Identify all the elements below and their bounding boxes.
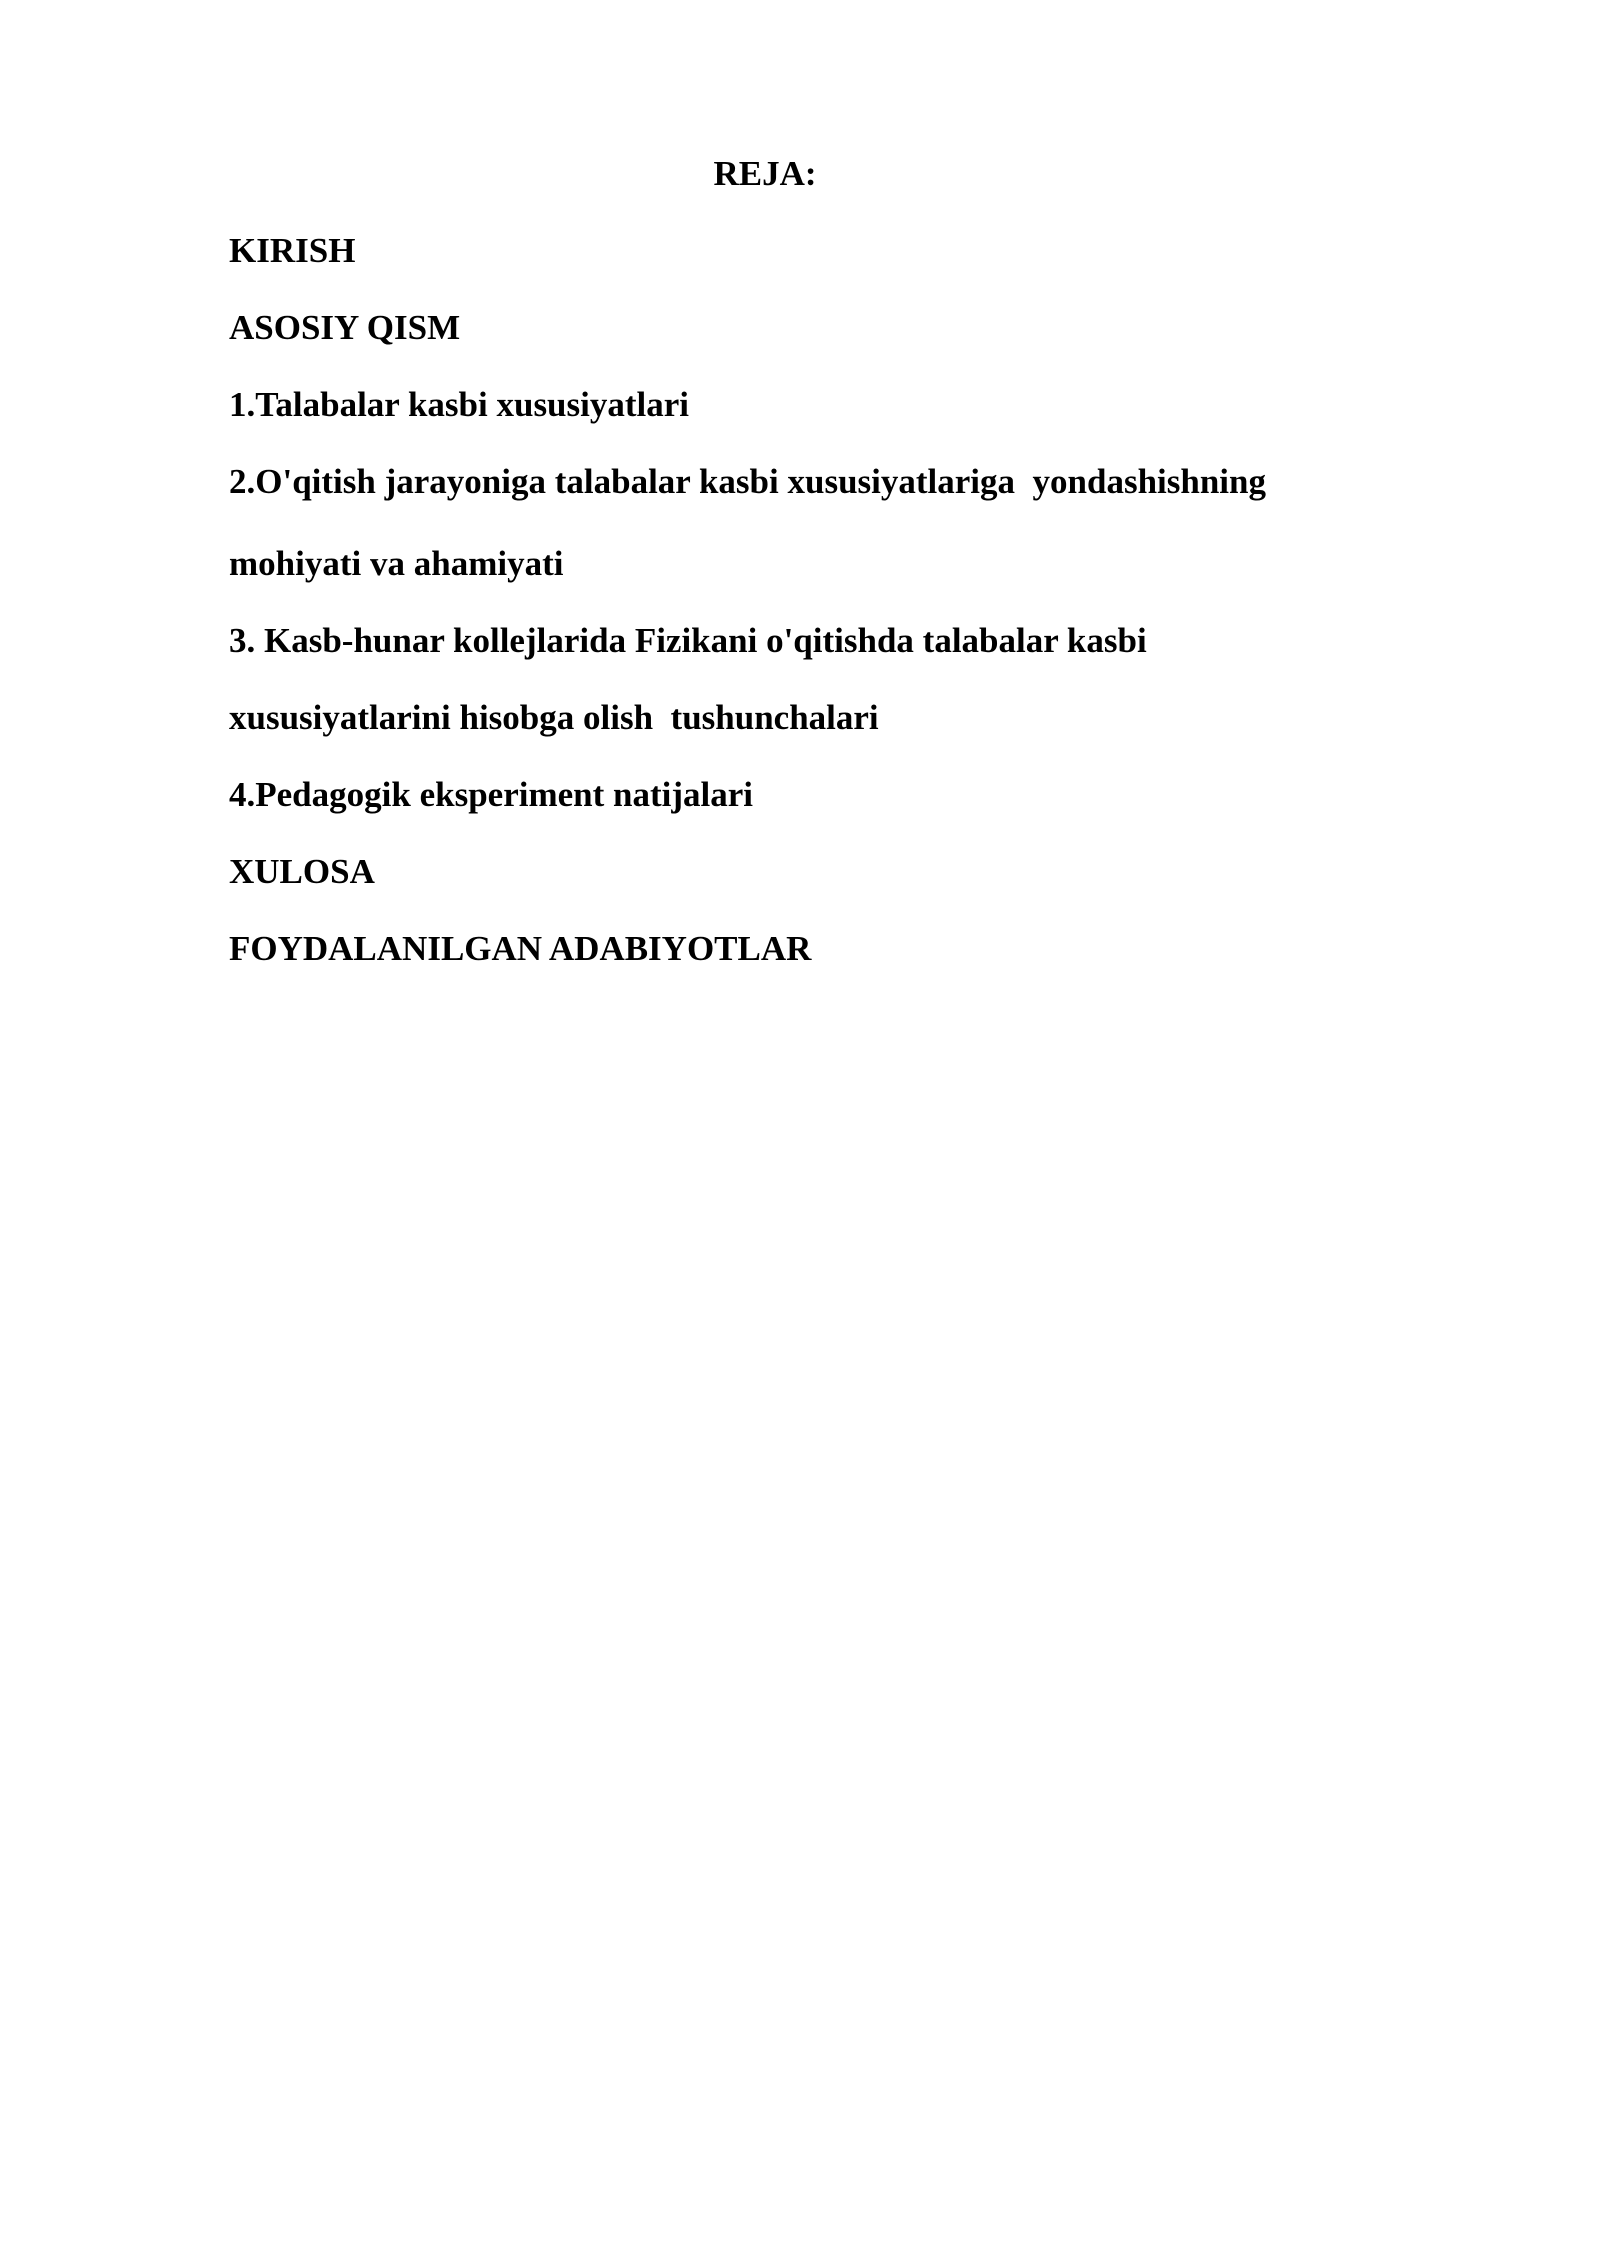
page-title: REJA: [713, 154, 817, 193]
plan-item-intro: KIRISH [229, 231, 356, 270]
plan-item-2-line-2: mohiyati va ahamiyati [229, 544, 564, 583]
plan-item-main-part: ASOSIY QISM [229, 308, 461, 347]
plan-item-conclusion: XULOSA [229, 852, 375, 891]
plan-item-2-line-1: 2.O'qitish jarayoniga talabalar kasbi xususiyatlariga yondashishning [229, 462, 1266, 501]
plan-item-1: 1.Talabalar kasbi xususiyatlari [229, 385, 690, 424]
plan-item-3-line-2: xususiyatlarini hisobga olish tushunchalari [229, 698, 879, 737]
plan-item-references: FOYDALANILGAN ADABIYOTLAR [229, 929, 812, 968]
plan-item-4: 4.Pedagogik eksperiment natijalari [229, 775, 753, 814]
plan-item-3-line-1: 3. Kasb-hunar kollejlarida Fizikani o'qitishda talabalar kasbi [229, 621, 1147, 660]
